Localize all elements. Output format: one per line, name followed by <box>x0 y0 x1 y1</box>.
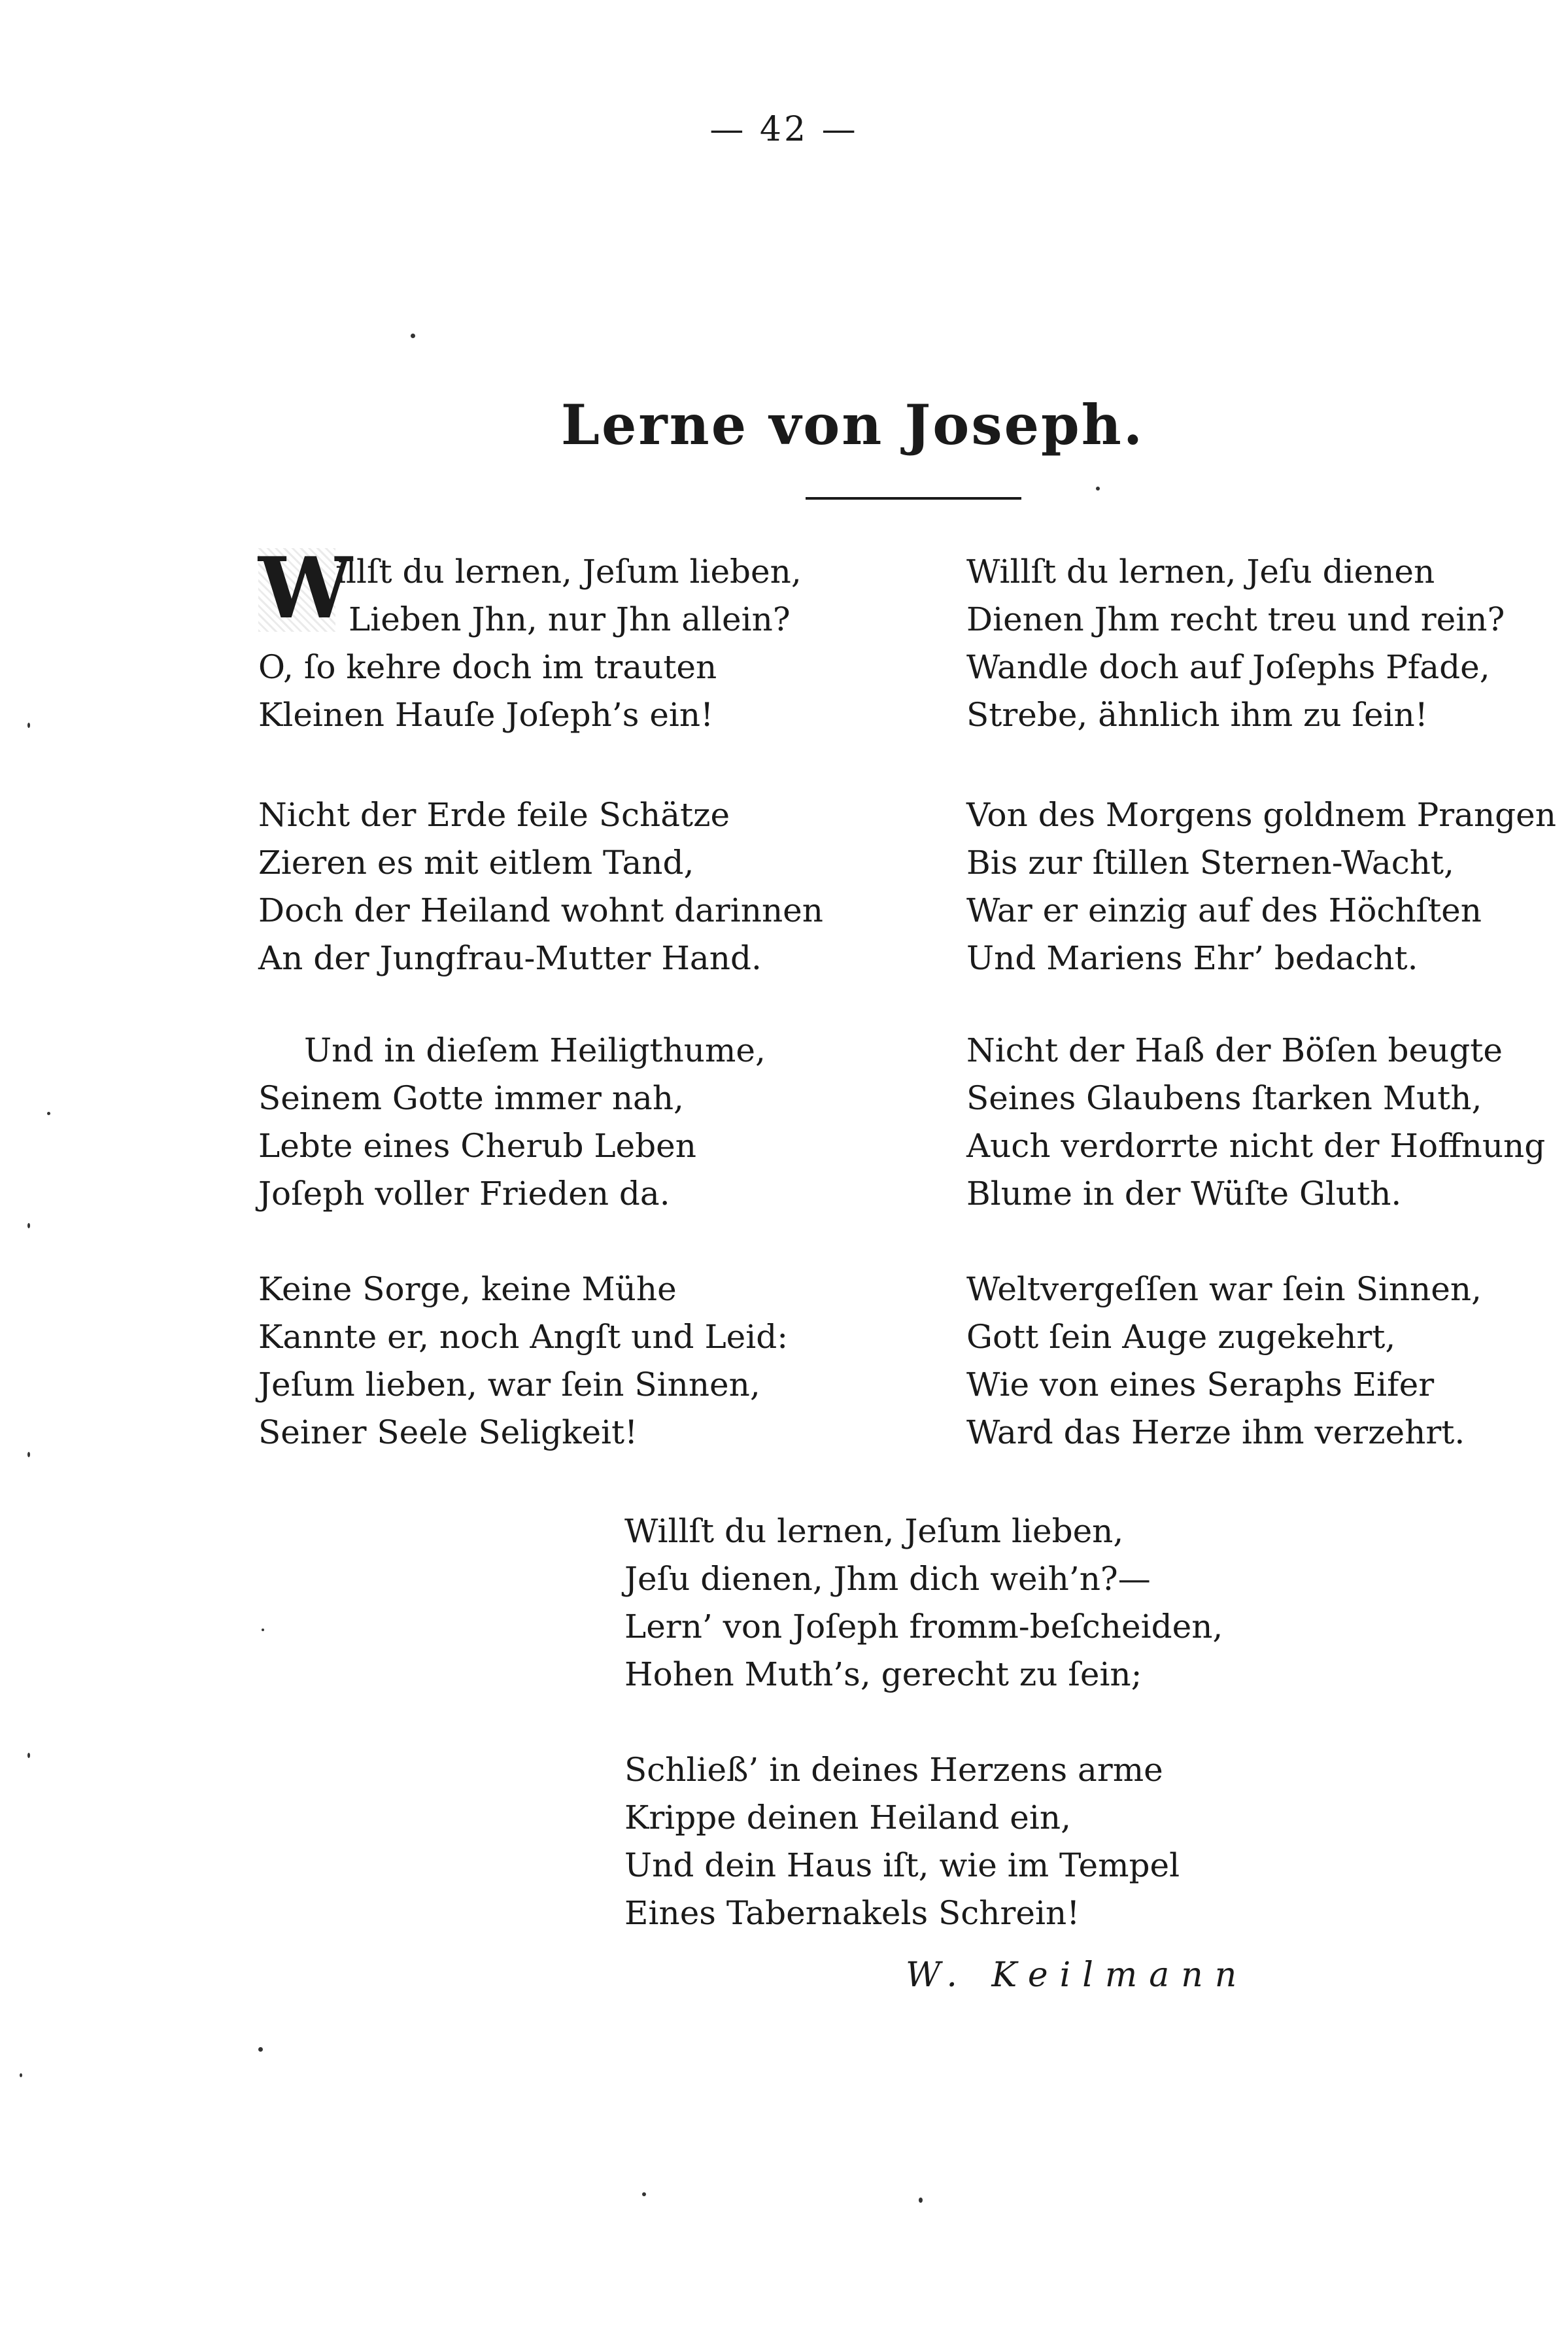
verse-line: Hohen Muth’s, gerecht zu ſein; <box>624 1655 1142 1693</box>
right-stanza-2 <box>966 791 1556 982</box>
verse-line: Gott ſein Auge zugekehrt, <box>966 1318 1396 1356</box>
verse-line: Kleinen Hauſe Joſeph’s ein! <box>258 696 714 734</box>
scan-speck <box>411 334 415 338</box>
verse-line: Joſeph voller Frieden da. <box>258 1175 670 1213</box>
verse-line: An der Jungfrau-Mutter Hand. <box>258 939 762 977</box>
verse-line: Ward das Herze ihm verzehrt. <box>966 1413 1465 1451</box>
verse-line: Lebte eines Cherub Leben <box>258 1127 696 1165</box>
verse-line: Nicht der Haß der Böſen beugte <box>966 1031 1503 1069</box>
verse-line: Blume in der Wüſte Gluth. <box>966 1175 1402 1213</box>
scan-speck <box>27 1753 30 1758</box>
scan-speck <box>27 723 30 728</box>
author-signature: W. Keilmann <box>906 1956 1249 1995</box>
verse-line: Und dein Haus iſt, wie im Tempel <box>624 1846 1180 1884</box>
verse-line: Dienen Jhm recht treu und rein? <box>966 600 1505 638</box>
verse-line: O, ſo kehre doch im trauten <box>258 648 717 686</box>
scan-speck <box>258 2047 263 2052</box>
verse-line: Kannte er, noch Angſt und Leid: <box>258 1318 789 1356</box>
closing-stanza-1 <box>624 1508 1223 1699</box>
verse-line: Seinem Gotte immer nah, <box>258 1079 684 1117</box>
scan-speck <box>1096 487 1100 491</box>
scan-speck <box>20 2073 22 2077</box>
verse-line: illſt du lernen, Jeſum lieben, <box>335 553 802 591</box>
left-stanza-1 <box>258 548 802 739</box>
verse-line: Doch der Heiland wohnt darinnen <box>258 891 823 929</box>
page-number: — 42 — <box>709 110 859 149</box>
closing-stanza-2 <box>624 1746 1180 1937</box>
left-stanza-2 <box>258 791 823 982</box>
verse-line: Seiner Seele Seligkeit! <box>258 1413 638 1451</box>
verse-line: Eines Tabernakels Schrein! <box>624 1894 1080 1932</box>
verse-line: Willſt du lernen, Jeſu dienen <box>966 553 1435 591</box>
verse-line: Jeſu dienen, Jhm dich weih’n?— <box>624 1560 1151 1598</box>
right-stanza-3 <box>966 1027 1545 1218</box>
scan-speck <box>27 1223 30 1228</box>
verse-line: Keine Sorge, keine Mühe <box>258 1270 677 1308</box>
verse-line: War er einzig auf des Höchſten <box>966 891 1482 929</box>
right-stanza-1 <box>966 548 1505 739</box>
scan-speck <box>642 2192 646 2196</box>
title-divider <box>806 497 1021 500</box>
verse-line: Bis zur ſtillen Sternen-Wacht, <box>966 844 1454 882</box>
scan-speck <box>262 1629 264 1631</box>
scan-speck <box>919 2198 923 2203</box>
verse-line: Zieren es mit eitlem Tand, <box>258 844 694 882</box>
verse-line: Von des Morgens goldnem Prangen <box>966 796 1556 834</box>
verse-line: Weltvergeſſen war ſein Sinnen, <box>966 1270 1482 1308</box>
verse-line: Wandle doch auf Joſephs Pfade, <box>966 648 1490 686</box>
scan-speck <box>27 1452 30 1457</box>
verse-line: Lern’ von Joſeph fromm-beſcheiden, <box>624 1608 1223 1646</box>
left-stanza-4 <box>258 1266 788 1457</box>
verse-line: Und in dieſem Heiligthume, <box>304 1031 766 1069</box>
verse-line: Lieben Jhn, nur Jhn allein? <box>349 600 791 638</box>
verse-line: Und Mariens Ehr’ bedacht. <box>966 939 1418 977</box>
verse-line: Wie von eines Seraphs Eifer <box>966 1366 1435 1404</box>
scan-speck <box>47 1112 50 1115</box>
verse-line: Schließ’ in deines Herzens arme <box>624 1751 1163 1789</box>
verse-line: Auch verdorrte nicht der Hoffnung <box>966 1127 1546 1165</box>
poem-title: Lerne von Joseph. <box>560 392 1145 457</box>
verse-line: Krippe deinen Heiland ein, <box>624 1799 1071 1837</box>
left-stanza-3 <box>258 1027 766 1218</box>
verse-line: Seines Glaubens ſtarken Muth, <box>966 1079 1482 1117</box>
verse-line: Willſt du lernen, Jeſum lieben, <box>624 1512 1124 1550</box>
verse-line: Nicht der Erde feile Schätze <box>258 796 730 834</box>
right-stanza-4 <box>966 1266 1482 1457</box>
initial-letter: W <box>258 540 352 638</box>
verse-line: Jeſum lieben, war ſein Sinnen, <box>258 1366 760 1404</box>
decorative-initial <box>258 540 352 638</box>
verse-line: Strebe, ähnlich ihm zu ſein! <box>966 696 1428 734</box>
